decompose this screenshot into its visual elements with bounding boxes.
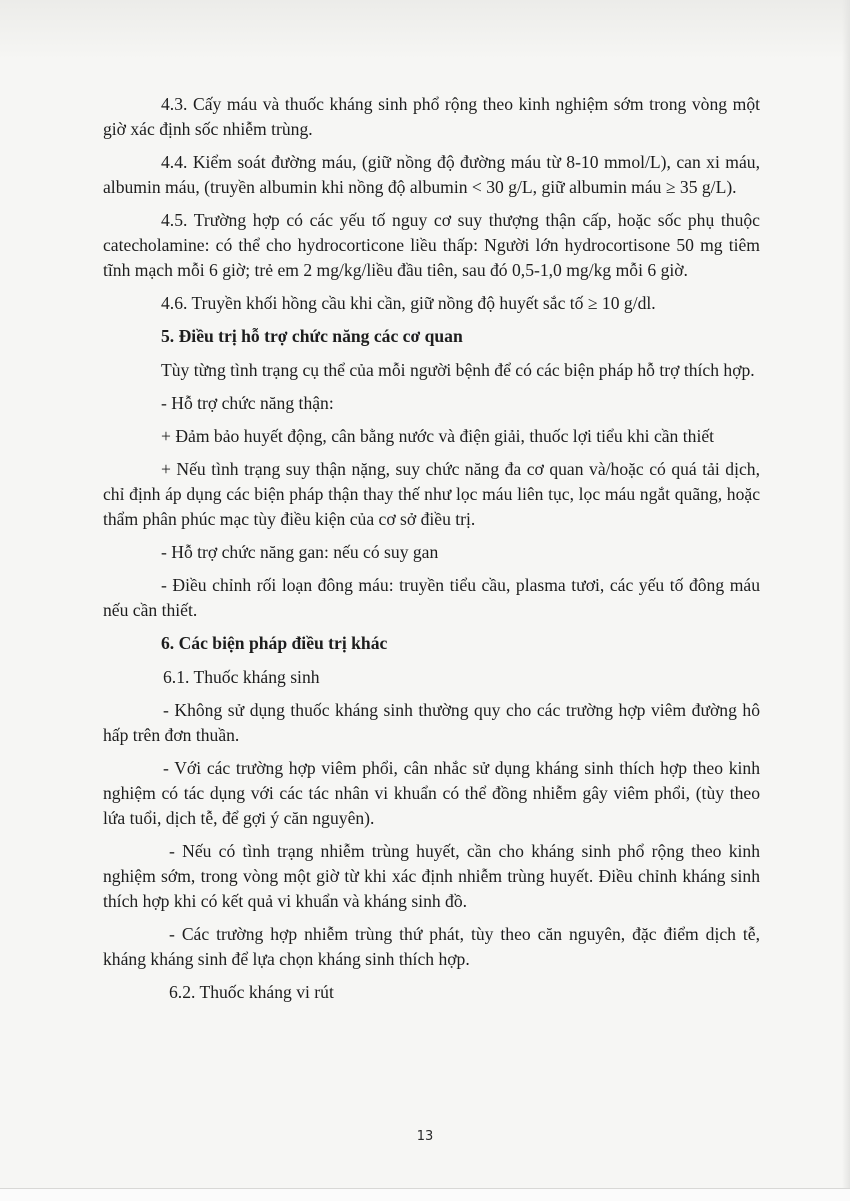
scan-shadow-right: [842, 0, 850, 1200]
subheading-6-2: 6.2. Thuốc kháng vi rút: [169, 982, 334, 1002]
list-subitem-hemodynamics: + Đảm bảo huyết động, cân bằng nước và điện giải, thuốc lợi tiểu khi cần thiết: [161, 426, 715, 446]
scan-shadow-top: [0, 0, 850, 60]
list-item-pneumonia: - Với các trường hợp viêm phổi, cân nhắc sử dụng kháng sinh thích hợp theo kinh nghiệm có tác dụng với các tác nhân vi khuẩn có thể đồng nhiễm gây viêm phổi, (tùy theo lứa tuổi, dịch tễ, để gợi ý căn nguyên).: [103, 758, 760, 828]
section-heading-5: 5. Điều trị hỗ trợ chức năng các cơ quan: [161, 326, 463, 346]
document-body: [103, 92, 760, 1013]
scan-edge-bottom: [0, 1188, 850, 1201]
list-item-secondary-infection: - Các trường hợp nhiễm trùng thứ phát, tùy theo căn nguyên, đặc điểm dịch tễ, kháng kháng sinh để lựa chọn kháng sinh thích hợp.: [103, 924, 760, 969]
paragraph-4-4: 4.4. Kiểm soát đường máu, (giữ nồng độ đường máu từ 8-10 mmol/L), can xi máu, albumin máu, (truyền albumin khi nồng độ albumin < 30 g/L, giữ albumin máu ≥ 35 g/L).: [103, 152, 760, 197]
paragraph-4-3: 4.3. Cấy máu và thuốc kháng sinh phổ rộng theo kinh nghiệm sớm trong vòng một giờ xác định sốc nhiễm trùng.: [103, 94, 760, 139]
subheading-6-1: 6.1. Thuốc kháng sinh: [163, 667, 320, 687]
list-item-liver-support: - Hỗ trợ chức năng gan: nếu có suy gan: [161, 542, 439, 562]
section-heading-6: 6. Các biện pháp điều trị khác: [161, 633, 388, 653]
list-item-no-routine-antibiotics: - Không sử dụng thuốc kháng sinh thường quy cho các trường hợp viêm đường hô hấp trên đơn thuần.: [103, 700, 760, 745]
list-item-kidney-support: - Hỗ trợ chức năng thận:: [161, 393, 334, 413]
page-number: 13: [416, 1129, 434, 1144]
list-item-sepsis: - Nếu có tình trạng nhiễm trùng huyết, cần cho kháng sinh phổ rộng theo kinh nghiệm sớm, trong vòng một giờ từ khi xác định nhiễm trùng huyết. Điều chỉnh kháng sinh thích hợp khi có kết quả vi khuẩn và kháng sinh đồ.: [103, 841, 760, 911]
list-item-coagulation: - Điều chỉnh rối loạn đông máu: truyền tiểu cầu, plasma tươi, các yếu tố đông máu nếu cần thiết.: [103, 575, 760, 620]
list-subitem-renal-replacement: + Nếu tình trạng suy thận nặng, suy chức năng đa cơ quan và/hoặc có quá tải dịch, chỉ định áp dụng các biện pháp thận thay thế như lọc máu liên tục, lọc máu ngắt quãng, hoặc thẩm phân phúc mạc tùy điều kiện của cơ sở điều trị.: [103, 459, 760, 529]
paragraph-support-intro: Tùy từng tình trạng cụ thể của mỗi người bệnh để có các biện pháp hỗ trợ thích hợp.: [161, 360, 755, 380]
paragraph-4-6: 4.6. Truyền khối hồng cầu khi cần, giữ nồng độ huyết sắc tố ≥ 10 g/dl.: [161, 293, 656, 313]
paragraph-4-5: 4.5. Trường hợp có các yếu tố nguy cơ suy thượng thận cấp, hoặc sốc phụ thuộc catecholamine: có thể cho hydrocorticone liều thấp: Người lớn hydrocortisone 50 mg tiêm tĩnh mạch mỗi 6 giờ; trẻ em 2 mg/kg/liều đầu tiên, sau đó 0,5-1,0 mg/kg mỗi 6 giờ.: [103, 210, 760, 280]
